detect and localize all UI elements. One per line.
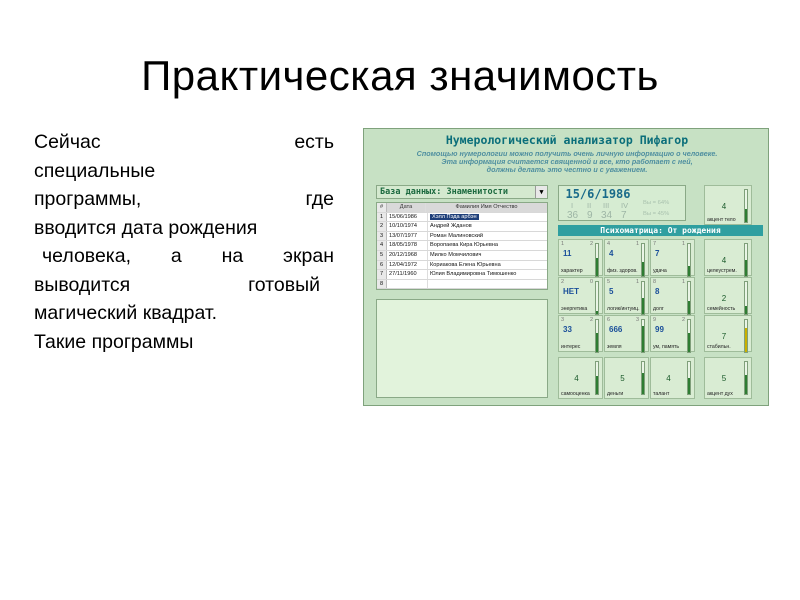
table-row[interactable]	[377, 213, 547, 223]
table-row[interactable]	[377, 251, 547, 261]
working-number: 36	[567, 210, 579, 221]
body-word: на	[221, 245, 244, 267]
level-bar	[595, 281, 599, 315]
psychomatrix-cell[interactable]	[704, 239, 752, 276]
cell-corner-number: 2	[589, 317, 593, 323]
app-subtitle-line: Эта информация считается священной и все, кто работает с ней,	[441, 157, 693, 167]
cell-label: целеустрем.	[707, 268, 737, 274]
roman-label: III	[603, 201, 610, 210]
body-word: экран	[283, 245, 334, 267]
row-name	[428, 280, 547, 289]
cell-corner-number: 2	[561, 279, 565, 285]
body-line-4: вводится дата рождения	[34, 216, 258, 239]
cell-label: интерес	[561, 344, 581, 350]
row-number: 7	[377, 270, 387, 279]
cell-label: самооценка	[561, 391, 590, 397]
level-bar	[595, 319, 599, 353]
cell-value: 11	[563, 249, 572, 258]
age-percent: Вы = 64%	[643, 200, 670, 206]
body-line-7: магический квадрат.	[34, 302, 218, 324]
level-bar	[641, 281, 645, 315]
numerology-app-screenshot	[363, 128, 769, 406]
body-line-5	[34, 242, 334, 271]
row-number: 6	[377, 261, 387, 270]
cell-corner-number: 1	[561, 241, 565, 247]
row-date	[387, 280, 428, 289]
cell-corner-number: 7	[653, 241, 657, 247]
cell-label: ум, память	[653, 344, 680, 350]
working-number: 7	[621, 210, 627, 221]
row-number: 2	[377, 222, 387, 231]
body-line-2: специальные	[34, 159, 156, 182]
psychomatrix-cell[interactable]	[650, 315, 695, 352]
cell-corner-number: 1	[681, 241, 685, 247]
psychomatrix-cell[interactable]	[650, 357, 695, 399]
cell-label: деньги	[607, 391, 624, 397]
notes-area[interactable]	[376, 299, 548, 398]
level-bar	[595, 361, 599, 395]
column-header-date: Дата	[387, 203, 426, 212]
cell-value: 7	[721, 332, 727, 341]
level-bar	[595, 243, 599, 277]
table-row[interactable]	[377, 270, 547, 280]
level-bar	[744, 243, 748, 277]
cell-corner-number: 1	[681, 279, 685, 285]
row-name: Юлия Владимировна Тимошенко	[430, 271, 517, 278]
level-bar	[744, 361, 748, 395]
body-word: есть	[294, 131, 334, 153]
body-word: выводится	[34, 273, 131, 296]
row-name: Милко Момчилович	[430, 251, 482, 258]
body-word: человека,	[42, 245, 132, 267]
table-row[interactable]	[377, 241, 547, 251]
cell-value: 8	[655, 287, 660, 296]
level-bar	[641, 319, 645, 353]
cell-label: акцент дух	[707, 391, 733, 397]
cell-label: физ. здоров.	[607, 268, 638, 274]
roman-label: II	[587, 201, 592, 210]
psychomatrix-cell[interactable]	[704, 357, 752, 399]
level-bar	[687, 281, 691, 315]
cell-label: логик/интуиц.	[607, 306, 640, 312]
cell-corner-number: 2	[681, 317, 685, 323]
psychomatrix-cell[interactable]	[604, 357, 649, 399]
cell-label: характер	[561, 268, 583, 274]
cell-corner-number: 1	[635, 279, 639, 285]
row-number: 5	[377, 251, 387, 260]
psychomatrix-cell[interactable]	[558, 239, 603, 276]
cell-value: НЕТ	[563, 287, 579, 296]
roman-label: I	[571, 201, 574, 210]
app-subtitle-line: Спомощью нумерологии можно получить очень личную информацию о человеке.	[416, 149, 718, 158]
row-name: Роман Малиновский	[430, 232, 484, 239]
cell-corner-number: 6	[607, 317, 611, 323]
people-table	[376, 202, 548, 290]
cell-value: 5	[609, 287, 614, 296]
table-header-row	[377, 203, 547, 213]
cell-value: 4	[721, 256, 727, 265]
row-date: 12/04/1972	[387, 261, 428, 270]
age-percent: Вы = 45%	[643, 211, 670, 217]
body-word: программы,	[34, 188, 142, 210]
cell-label: талант	[653, 391, 670, 397]
cell-corner-number: 2	[589, 241, 593, 247]
psychomatrix-cell[interactable]	[604, 277, 649, 314]
birth-date-panel	[558, 185, 686, 221]
psychomatrix-cell[interactable]	[650, 239, 695, 276]
cell-corner-number: 0	[589, 279, 593, 285]
body-word: готовый	[248, 273, 320, 296]
level-bar	[641, 361, 645, 395]
psychomatrix-header: Психоматрица: От рождения	[558, 225, 763, 236]
row-date: 27/11/1960	[387, 270, 428, 279]
body-word: где	[305, 188, 334, 210]
cell-corner-number: 5	[607, 279, 611, 285]
psychomatrix-cell[interactable]	[650, 277, 695, 314]
database-select[interactable]	[376, 185, 548, 199]
birth-date: 15/6/1986	[565, 187, 631, 201]
cell-value: 33	[563, 325, 572, 334]
chevron-down-icon[interactable]: ▼	[535, 186, 547, 198]
table-row[interactable]	[377, 222, 547, 232]
row-date: 10/10/1974	[387, 222, 428, 231]
cell-label: долг	[653, 306, 664, 312]
level-bar	[744, 281, 748, 315]
body-line-3	[34, 185, 334, 214]
level-bar	[744, 189, 748, 223]
database-select-value: База данных: Знаменитости	[380, 187, 508, 197]
body-accent-tile[interactable]	[704, 185, 752, 225]
row-date: 15/06/1986	[387, 213, 428, 222]
tile-value: 4	[721, 202, 727, 211]
cell-corner-number: 9	[653, 317, 657, 323]
row-name: Андрей Жданов	[430, 223, 472, 230]
row-number: 3	[377, 232, 387, 241]
cell-label: удача	[653, 268, 667, 274]
slide-body-text	[34, 128, 334, 356]
cell-corner-number: 3	[635, 317, 639, 323]
level-bar	[687, 319, 691, 353]
body-word: Сейчас	[34, 131, 101, 153]
column-header-number: #	[377, 203, 387, 212]
row-name: Кориакова Елена Юрьевна	[430, 261, 501, 268]
row-number: 1	[377, 213, 387, 222]
app-subtitle-line: должны делать это честно и с уважением.	[486, 165, 648, 175]
cell-value: 7	[655, 249, 660, 258]
psychomatrix-cell[interactable]	[558, 357, 603, 399]
cell-corner-number: 1	[635, 241, 639, 247]
level-bar	[744, 319, 748, 353]
row-date: 20/12/1968	[387, 251, 428, 260]
row-number: 4	[377, 241, 387, 250]
level-bar	[687, 361, 691, 395]
psychomatrix-cell[interactable]	[604, 315, 649, 352]
level-bar	[641, 243, 645, 277]
psychomatrix-cell[interactable]	[704, 277, 752, 314]
psychomatrix-cell[interactable]	[558, 315, 603, 352]
working-number: 34	[601, 210, 613, 221]
body-line-1	[34, 128, 334, 157]
table-row[interactable]	[377, 261, 547, 271]
row-number: 8	[377, 280, 387, 289]
body-line-6	[34, 271, 334, 300]
cell-value: 4	[574, 374, 579, 383]
working-number: 9	[587, 210, 593, 221]
cell-value: 5	[620, 374, 625, 383]
cell-corner-number: 3	[561, 317, 565, 323]
table-row[interactable]	[377, 280, 547, 290]
cell-label: стабильн.	[707, 344, 731, 350]
table-row[interactable]	[377, 232, 547, 242]
cell-value: 666	[609, 325, 623, 334]
column-header-name: Фамилия Имя Отчество	[455, 204, 518, 210]
level-bar	[687, 243, 691, 277]
psychomatrix-cell[interactable]	[704, 315, 752, 352]
cell-value: 5	[721, 374, 727, 383]
app-subtitle	[368, 150, 766, 175]
row-name: Воропаева Кира Юрьевна	[430, 242, 499, 249]
cell-value: 99	[655, 325, 664, 334]
cell-label: семейность	[707, 306, 736, 312]
row-date: 13/07/1977	[387, 232, 428, 241]
row-date: 18/05/1978	[387, 241, 428, 250]
slide-title: Практическая значимость	[141, 52, 659, 99]
psychomatrix-cell[interactable]	[558, 277, 603, 314]
cell-value: 4	[666, 374, 671, 383]
app-title: Нумерологический анализатор Пифагор	[445, 133, 689, 147]
body-line-8: Такие программы	[34, 330, 194, 353]
body-word: а	[170, 245, 182, 267]
cell-label: земля	[607, 344, 622, 350]
tile-label: акцент тело	[707, 217, 736, 223]
row-name: Хэлл Пэда арбэн	[432, 213, 477, 220]
cell-value: 4	[609, 249, 614, 258]
cell-corner-number: 4	[607, 241, 611, 247]
cell-value: 2	[721, 294, 727, 303]
cell-corner-number: 8	[653, 279, 657, 285]
psychomatrix-cell[interactable]	[604, 239, 649, 276]
cell-label: энергетика	[561, 306, 588, 312]
roman-label: IV	[621, 201, 629, 210]
